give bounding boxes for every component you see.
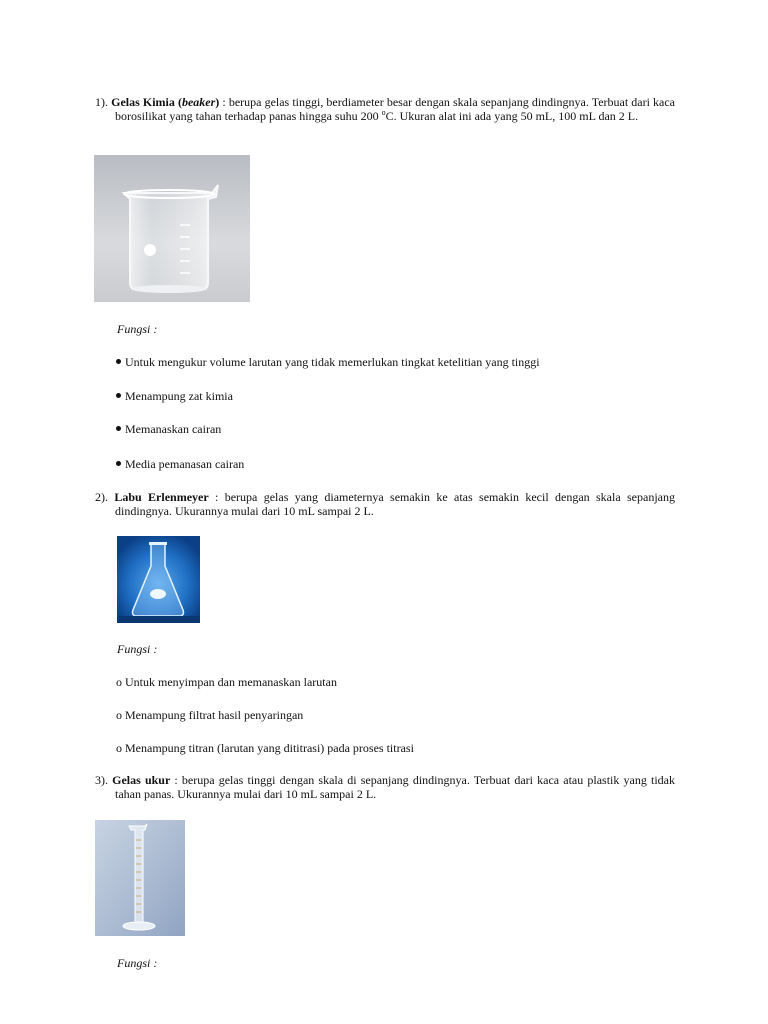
item-1-desc-part1: : berupa gelas tinggi, berdiameter besar dengan skala sepanjang dindingnya. Terbuat dari kaca borosilikat yang tahan terhadap panas hingga suhu 200	[115, 95, 676, 123]
erlenmeyer-image	[117, 536, 200, 623]
item-1-title: Gelas Kimia	[111, 95, 175, 109]
bullet-text: Memanaskan cairan	[125, 422, 222, 436]
item-1-bullet	[116, 422, 221, 436]
item-1-number: 1).	[95, 95, 108, 109]
item-1-fungsi-label: Fungsi :	[117, 322, 158, 336]
item-1-bullet	[116, 389, 233, 403]
bullet-text: Menampung filtrat hasil penyaringan	[125, 708, 304, 722]
item-2-number: 2).	[95, 490, 108, 504]
item-2-bullet	[116, 675, 337, 689]
item-2-paragraph	[95, 490, 675, 518]
item-2-bullet	[116, 708, 303, 722]
item-2-bullet	[116, 741, 414, 755]
item-3-fungsi-label: Fungsi :	[117, 956, 158, 970]
bullet-dot-icon	[116, 426, 121, 431]
item-1-degree-sup: o	[381, 108, 386, 117]
item-3-paragraph	[95, 773, 675, 801]
item-1-desc-part2: C. Ukuran alat ini ada yang 50 mL, 100 mL dan 2 L.	[385, 109, 639, 123]
item-2-title: Labu Erlenmeyer	[114, 490, 209, 504]
item-3-number: 3).	[95, 773, 108, 787]
bullet-text: Media pemanasan cairan	[125, 457, 245, 471]
item-1-title-italic: beaker	[181, 95, 216, 109]
bullet-dot-icon	[116, 461, 121, 466]
bullet-marker: o	[116, 675, 122, 689]
item-3-title: Gelas ukur	[112, 773, 171, 787]
item-2-fungsi-label: Fungsi :	[117, 642, 158, 656]
bullet-marker: o	[116, 708, 122, 722]
item-1-paren-open: (	[174, 95, 182, 109]
bullet-text: Menampung titran (larutan yang dititrasi) pada proses titrasi	[125, 741, 414, 755]
bullet-text: Untuk menyimpan dan memanaskan larutan	[125, 675, 337, 689]
item-1-paragraph	[95, 95, 675, 123]
bullet-dot-icon	[116, 359, 121, 364]
item-1-paren-close: )	[215, 95, 220, 109]
bullet-text: Untuk mengukur volume larutan yang tidak memerlukan tingkat ketelitian yang tinggi	[125, 355, 540, 369]
bullet-marker: o	[116, 741, 122, 755]
bullet-dot-icon	[116, 393, 121, 398]
bullet-text: Menampung zat kimia	[125, 389, 233, 403]
item-1-bullet	[116, 457, 244, 471]
item-3-desc: : berupa gelas tinggi dengan skala di sepanjang dindingnya. Terbuat dari kaca atau plastik yang tidak tahan panas. Ukurannya mulai dari 10 mL sampai 2 L.	[115, 773, 675, 801]
graduated-cylinder-image	[95, 820, 185, 936]
item-2-desc: : berupa gelas yang diameternya semakin ke atas semakin kecil dengan skala sepanjang dindingnya. Ukurannya mulai dari 10 mL sampai 2 L.	[115, 490, 675, 518]
beaker-image	[94, 155, 250, 302]
item-1-bullet	[116, 355, 540, 369]
